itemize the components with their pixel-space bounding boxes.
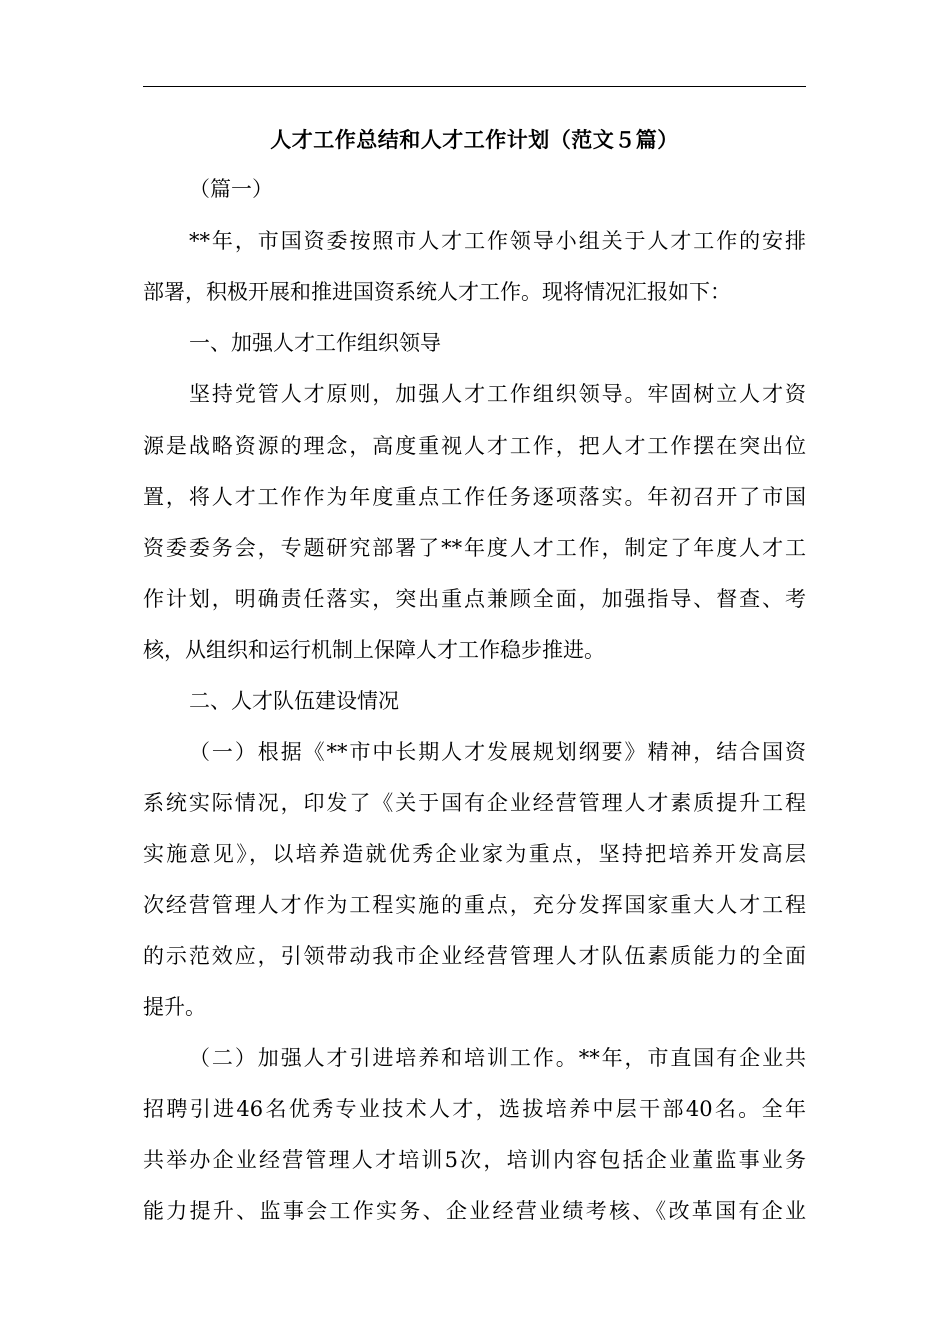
paragraph-line: 次经营管理人才作为工程实施的重点，充分发挥国家重大人才工程 <box>143 893 806 917</box>
paragraph-line: 实施意见》，以培养造就优秀企业家为重点，坚持把培养开发高层 <box>143 842 806 866</box>
paragraph-line: 共举办企业经营管理人才培训5次，培训内容包括企业董监事业务 <box>143 1148 806 1172</box>
paragraph-line: 提升。 <box>143 995 206 1019</box>
paragraph-line: 源是战略资源的理念，高度重视人才工作，把人才工作摆在突出位 <box>143 434 806 458</box>
paragraph-line: 置，将人才工作作为年度重点工作任务逐项落实。年初召开了市国 <box>143 485 806 509</box>
paragraph-line: 作计划，明确责任落实，突出重点兼顾全面，加强指导、督查、考 <box>143 587 806 611</box>
paragraph-line: **年，市国资委按照市人才工作领导小组关于人才工作的安排 <box>189 229 806 253</box>
section-heading: 二、人才队伍建设情况 <box>189 689 399 713</box>
paragraph-line: （一）根据《**市中长期人才发展规划纲要》精神，结合国资 <box>189 740 806 764</box>
paragraph-line: 坚持党管人才原则，加强人才工作组织领导。牢固树立人才资 <box>189 382 806 406</box>
paragraph-line: 系统实际情况，印发了《关于国有企业经营管理人才素质提升工程 <box>143 791 806 815</box>
paragraph-line: 能力提升、监事会工作实务、企业经营业绩考核、《改革国有企业 <box>143 1199 806 1223</box>
paragraph-line: 招聘引进46名优秀专业技术人才，选拔培养中层干部40名。全年 <box>143 1097 806 1121</box>
section-label: （篇一） <box>189 177 273 201</box>
paragraph-line: 核，从组织和运行机制上保障人才工作稳步推进。 <box>143 638 605 662</box>
paragraph-line: 资委委务会，专题研究部署了**年度人才工作，制定了年度人才工 <box>143 536 806 560</box>
paragraph-line: （二）加强人才引进培养和培训工作。**年，市直国有企业共 <box>189 1046 806 1070</box>
page-title: 人才工作总结和人才工作计划（范文５篇） <box>270 128 679 152</box>
header-rule <box>143 86 806 87</box>
section-heading: 一、加强人才工作组织领导 <box>189 331 441 355</box>
paragraph-line: 的示范效应，引领带动我市企业经营管理人才队伍素质能力的全面 <box>143 944 806 968</box>
paragraph-line: 部署，积极开展和推进国资系统人才工作。现将情况汇报如下： <box>143 280 731 304</box>
